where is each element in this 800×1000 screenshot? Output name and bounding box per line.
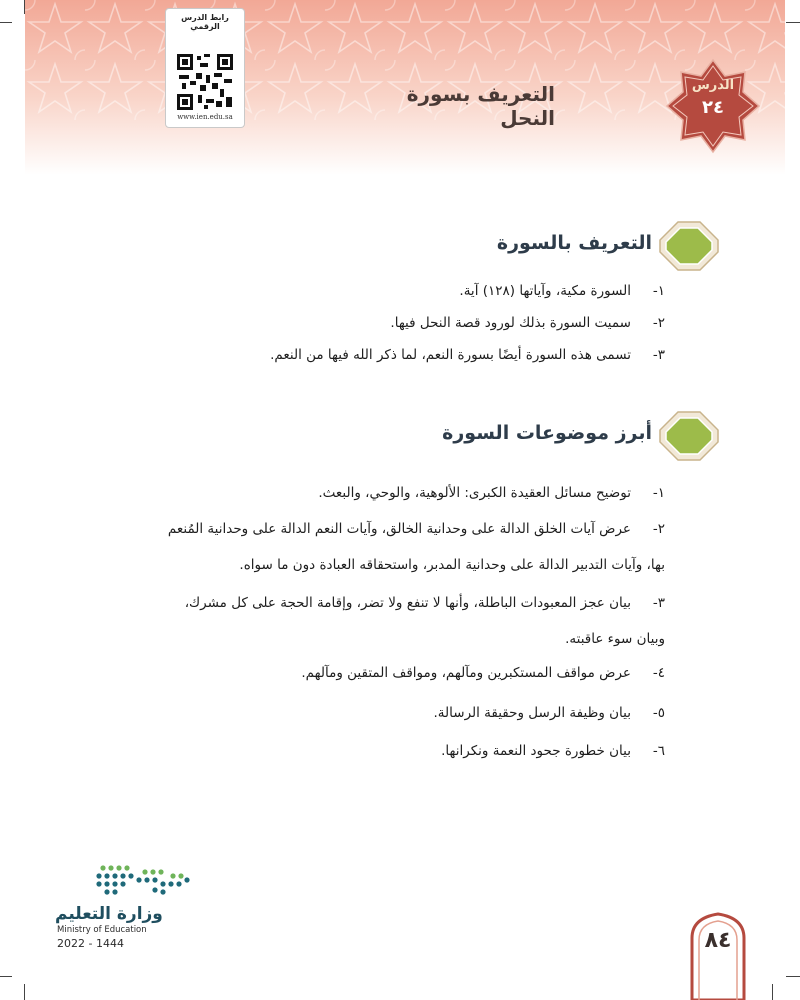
lesson-header bbox=[25, 0, 785, 175]
item-text: السورة مكية، وآياتها (١٢٨) آية. bbox=[459, 283, 631, 299]
topics-list bbox=[90, 474, 665, 774]
item-text: وبيان سوء عاقبته. bbox=[565, 631, 665, 647]
crop-mark bbox=[0, 976, 12, 977]
octagon-icon bbox=[658, 220, 720, 272]
crop-mark bbox=[772, 984, 773, 1000]
lesson-title: التعريف بسورة النحل bbox=[406, 82, 555, 130]
item-text: توضيح مسائل العقيدة الكبرى: الألوهية، والوحي، والبعث. bbox=[318, 485, 631, 501]
section-heading-definition bbox=[480, 220, 720, 272]
item-number: ١- bbox=[652, 283, 665, 299]
item-number: ١- bbox=[652, 485, 665, 501]
lesson-badge bbox=[665, 58, 761, 154]
page-tab-shape bbox=[690, 912, 746, 1000]
item-text: بيان خطورة جحود النعمة ونكرانها. bbox=[441, 743, 631, 759]
crop-mark bbox=[786, 976, 800, 977]
edition-year: 2022 - 1444 bbox=[57, 937, 124, 950]
lesson-number: ٢٤ bbox=[702, 97, 724, 118]
section-title: أبرز موضوعات السورة bbox=[442, 422, 652, 444]
page-number-tab bbox=[690, 912, 746, 1000]
item-number: ٤- bbox=[652, 665, 665, 681]
item-text: بيان وظيفة الرسل وحقيقة الرسالة. bbox=[433, 705, 631, 721]
definition-list bbox=[90, 272, 665, 392]
qr-url: www.ien.edu.sa bbox=[177, 113, 233, 121]
qr-code-card[interactable] bbox=[165, 8, 245, 128]
item-text: تسمى هذه السورة أيضًا بسورة النعم، لما ذكر الله فيها من النعم. bbox=[270, 347, 631, 363]
item-text: بيان عجز المعبودات الباطلة، وأنها لا تنفع ولا تضر، وإقامة الحجة على كل مشرك، bbox=[184, 595, 631, 611]
ministry-dots-icon bbox=[55, 862, 205, 902]
qr-caption: رابط الدرس الرقمي bbox=[181, 13, 229, 31]
item-number: ٢- bbox=[652, 521, 665, 537]
item-number: ٣- bbox=[652, 595, 665, 611]
item-number: ٢- bbox=[652, 315, 665, 331]
crop-mark bbox=[0, 22, 12, 23]
ministry-logo bbox=[55, 862, 205, 962]
item-number: ٥- bbox=[652, 705, 665, 721]
section-title: التعريف بالسورة bbox=[496, 232, 652, 254]
crop-mark bbox=[24, 984, 25, 1000]
item-number: ٣- bbox=[652, 347, 665, 363]
page-number: ٨٤ bbox=[704, 928, 732, 953]
item-text: سميت السورة بذلك لورود قصة النحل فيها. bbox=[390, 315, 631, 331]
section-heading-topics bbox=[442, 410, 720, 462]
ministry-name-ar: وزارة التعليم bbox=[55, 904, 163, 924]
item-text: عرض مواقف المستكبرين ومآلهم، ومواقف المتقين ومآلهم. bbox=[301, 665, 631, 681]
qr-code-icon bbox=[176, 53, 234, 111]
ministry-name-en: Ministry of Education bbox=[57, 925, 147, 935]
lesson-label: الدرس bbox=[691, 78, 735, 93]
item-number: ٦- bbox=[652, 743, 665, 759]
crop-mark bbox=[786, 22, 800, 23]
octagon-icon bbox=[658, 410, 720, 462]
item-text: عرض آيات الخلق الدالة على وحدانية الخالق، وآيات النعم الدالة على وحدانية المُنعم bbox=[167, 521, 631, 537]
item-text: بها، وآيات التدبير الدالة على وحدانية المدبر، واستحقاقه العبادة دون ما سواه. bbox=[239, 557, 665, 573]
